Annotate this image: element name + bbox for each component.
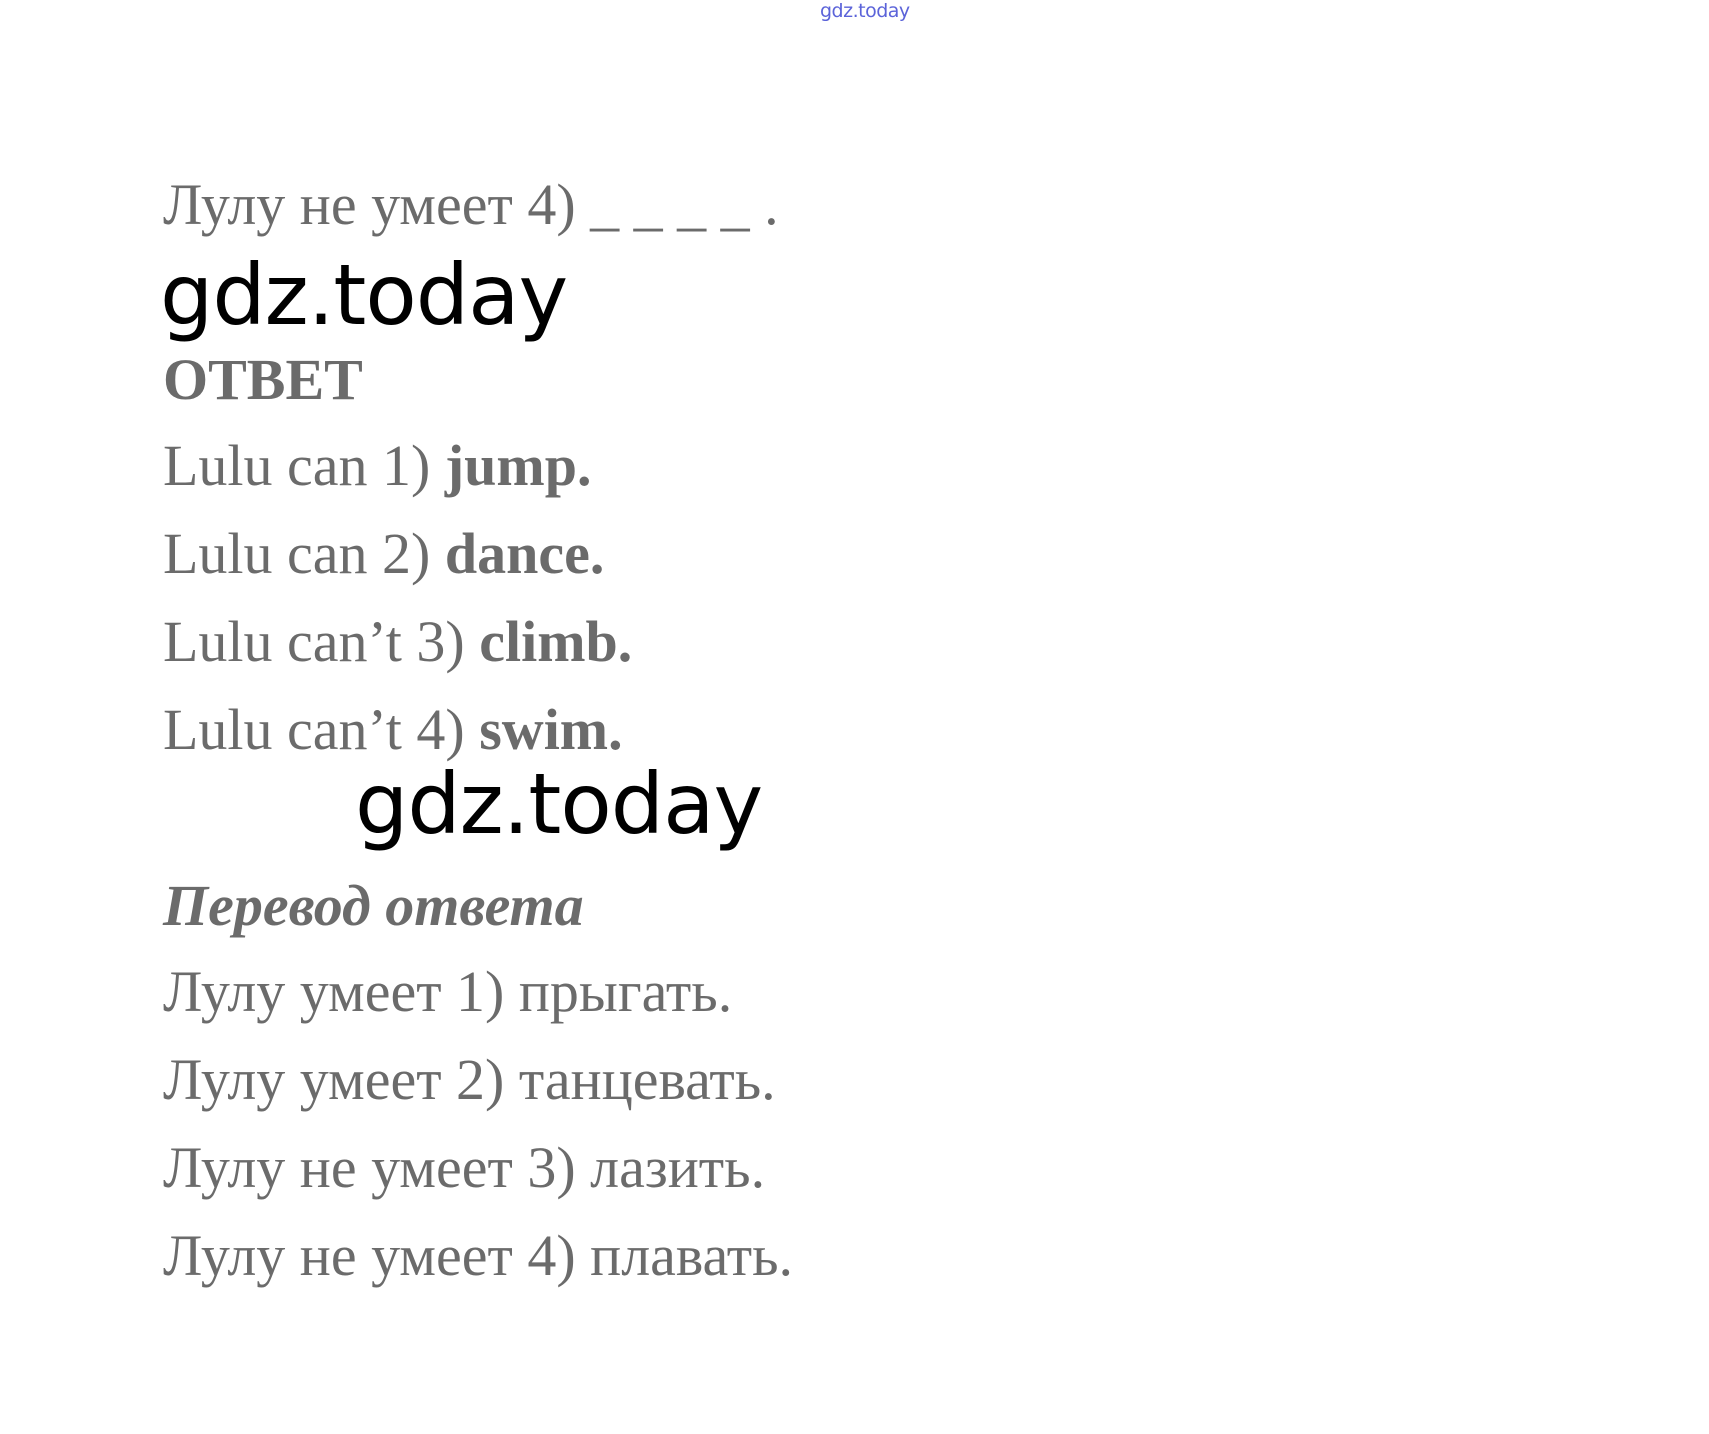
- translation-line-3: Лулу не умеет 3) лазить.: [163, 1135, 766, 1200]
- watermark-logo: gdz.today: [160, 246, 568, 344]
- answer-prefix: Lulu can 2): [163, 521, 445, 586]
- answer-word: dance.: [444, 521, 605, 586]
- answer-word: climb.: [479, 609, 633, 674]
- translation-line-4: Лулу не умеет 4) плавать.: [163, 1223, 794, 1288]
- translation-heading: Перевод ответа: [163, 873, 584, 938]
- top-watermark: gdz.today: [820, 0, 910, 22]
- answer-word: jump.: [444, 433, 592, 498]
- translation-line-1: Лулу умеет 1) прыгать.: [163, 959, 733, 1024]
- answer-word: swim.: [479, 697, 623, 762]
- translation-line-2: Лулу умеет 2) танцевать.: [163, 1047, 776, 1112]
- answer-heading: ОТВЕТ: [163, 347, 363, 412]
- task-line: Лулу не умеет 4) _ _ _ _ .: [163, 172, 779, 237]
- answer-line-4: [163, 697, 623, 762]
- answer-prefix: Lulu can’t 4): [163, 697, 480, 762]
- answer-prefix: Lulu can 1): [163, 433, 445, 498]
- answer-line-2: [163, 521, 605, 586]
- watermark-logo: gdz.today: [355, 755, 763, 853]
- answer-prefix: Lulu can’t 3): [163, 609, 480, 674]
- answer-line-3: [163, 609, 633, 674]
- answer-line-1: [163, 433, 592, 498]
